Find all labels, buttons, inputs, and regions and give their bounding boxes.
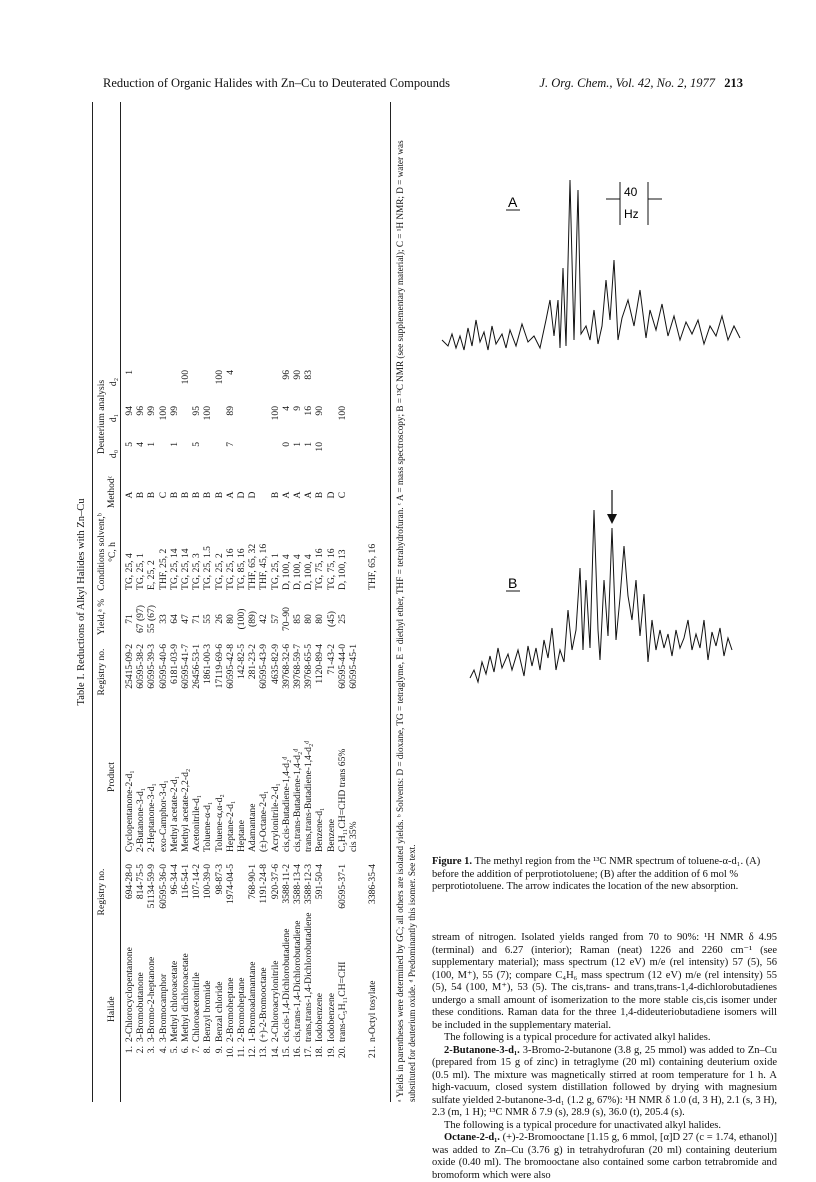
table-cell-d2: 4: [224, 370, 236, 375]
table-cell-product: Adamantane: [247, 803, 259, 852]
table-cell-reg2: 26456-53-1: [191, 644, 203, 689]
table-cell-d1: 100: [269, 406, 281, 421]
table-cell-n: 2.: [135, 1046, 147, 1054]
table-cell-halide: n-Octyl tosylate: [367, 980, 379, 1042]
paragraph-4: The following is a typical procedure for unactivated alkyl halides.: [444, 1119, 721, 1131]
table-cell-d0: 10: [314, 442, 326, 452]
table-cell-n: 20.: [336, 1046, 348, 1058]
table-cell-product: Toluene-α,α-d₂: [213, 794, 225, 852]
table-cell-d0: 1: [168, 442, 180, 447]
table-cell-yield: 80: [303, 614, 315, 624]
paragraph-3-lead: 2-Butanone-3-d₁.: [444, 1044, 520, 1056]
paragraph-3-text: 3-Bromo-2-butanone (3.8 g, 25 mmol) was added to Zn–Cu (prepared from 15 g of zinc) in tetraglyme (20 ml) containing deuterium oxide (0.5 ml). The mixture was magnetically stirred at room temperature for 1 h. A high-vacuum, closed system distillation followed by drying with magnesium sulfate yielded 2-butanone-3-d₁ (1.2 g, 67%): ¹H NMR δ 1.0 (d, 3 H), 2.1 (s, 3 H), 2.3 (m, 1 H); ¹³C NMR δ 7.9 (s), 28.9 (s), 36.0 (t), 205.4 (s).: [432, 1044, 777, 1118]
table-cell-reg2: 39768-65-5: [303, 644, 315, 689]
table-cell-cond: D, 100, 13: [336, 549, 348, 590]
table-cell-yield: 80: [224, 614, 236, 624]
table-cell-n: 9.: [213, 1046, 225, 1054]
table-cell-reg: 920-37-6: [269, 864, 281, 900]
table-cell-d2: 96: [280, 370, 292, 380]
table-cell-n: 7.: [191, 1046, 203, 1054]
table-cell-halide: 2-Bromoheptane: [224, 977, 236, 1042]
table-cell-product: 2-Butanone-3-d₁: [135, 787, 147, 852]
table-cell-yield: (89): [247, 611, 259, 627]
table-cell-yield: 71: [124, 614, 135, 624]
table-cell-halide: 2-Bromoheptane: [236, 977, 247, 1042]
table-cell-reg: 1191-24-8: [258, 864, 270, 904]
table-cell-yield: (45): [325, 611, 337, 627]
table-cell-reg: 116-54-1: [180, 864, 191, 899]
table-cell-method: A: [124, 491, 135, 499]
header-halide: Halide: [106, 996, 117, 1022]
table-cell-cond: D, 100, 4: [303, 554, 315, 590]
scale-unit: Hz: [624, 207, 639, 221]
table-cell-reg2: 60595-44-0: [336, 644, 348, 689]
table-cell-yield: 67 (97): [135, 605, 147, 633]
table-cell-d1: 4: [280, 406, 292, 411]
table-cell-d2: 90: [292, 370, 303, 380]
table-cell-yield: 85: [292, 614, 303, 624]
journal-citation: J. Org. Chem., Vol. 42, No. 2, 1977: [539, 76, 715, 90]
table-cell-reg: 694-28-0: [124, 864, 135, 900]
table-cell-halide: Benzyl bromide: [202, 980, 214, 1042]
rotated-table: [72, 102, 442, 1102]
table-cell-reg2: 6181-03-9: [168, 644, 180, 684]
table-cell-method: B: [269, 491, 281, 499]
table-cell-halide: trans,trans-1,4-Dichlorobutadiene: [303, 912, 315, 1042]
table-cell-n: 17.: [303, 1046, 315, 1058]
table-cell-product: Toluene-α-d₁: [202, 801, 214, 852]
page-number: 213: [724, 76, 743, 90]
table-cell-halide: 2-Chlorocyclopentanone: [124, 947, 135, 1042]
table-cell-product: Heptane: [236, 820, 247, 852]
table-cell-n: 11.: [236, 1046, 247, 1058]
header-deuterium-analysis: Deuterium analysis: [96, 379, 107, 455]
spectrum-a: [442, 180, 740, 350]
table-cell-halide: Chloroacetonitrile: [191, 972, 203, 1042]
table-cell-method: B: [213, 491, 225, 499]
table-cell-n: 18.: [314, 1046, 326, 1058]
table-cell-product: Heptane-2-d₁: [224, 800, 236, 852]
running-header: [103, 76, 743, 96]
table-cell-yield: 25: [336, 614, 348, 624]
table-cell-d1: 96: [135, 406, 147, 416]
table-cell-halide: 3-Bromocamphor: [157, 973, 169, 1042]
table-cell-method: C: [157, 491, 169, 499]
table-cell-halide: Methyl dichloroacetate: [180, 953, 191, 1042]
table-cell-halide: 3-Bromobutanone: [135, 972, 147, 1042]
paragraph-1: stream of nitrogen. Isolated yields ranged from 70 to 90%: ¹H NMR δ 4.95 (terminal) and 6.27 (interior); Raman (neat) 1226 and 2260 cm⁻¹ (see supplementary material); mass spectrum (12 eV) m/e (rel intensity) 57 (5), 56 (100, M⁺), 55 (7); compare C₄H₆ mass spectrum (12 eV) m/e (rel intensity) 55 (5), 54 (100, M⁺), 53 (5). The cis,trans- and trans,trans-1,4-dichlorobutadienes undergo a small amount of isomerization to the more stable cis,cis isomer under these conditions. Raman data for the three 1,4-dideuteriobutadiene isomers will be included in the supplementary material.: [432, 932, 777, 1031]
scale-value: 40: [624, 185, 638, 199]
table-cell-reg2: 1861-00-3: [202, 644, 214, 684]
table-cell-cond: THF, 65, 32: [247, 543, 259, 590]
table-cell-method: A: [292, 491, 303, 499]
table-cell-cond: TG, 25, 2: [213, 553, 225, 590]
table-cell-halide: cis,cis-1,4-Dichlorobutadiene: [280, 928, 292, 1042]
table-cell-cond: TG, 25, 4: [124, 553, 135, 590]
table-cell-reg: 768-90-1: [247, 864, 259, 900]
table-cell-product: exo-Camphor-3-d₁: [157, 780, 169, 852]
table-cell-method: D: [236, 491, 247, 499]
table-cell-method: B: [314, 491, 326, 499]
table-cell-method: B: [180, 491, 191, 499]
table-cell-d1: 95: [191, 406, 203, 416]
table-cell-halide: 2-Chloroacrylonitrile: [269, 960, 281, 1042]
table-cell-cond: D, 100, 4: [292, 554, 303, 590]
table-cell-d1: 100: [336, 406, 348, 421]
table-cell-halide: Iodobenzene: [314, 992, 326, 1042]
caption-text: The methyl region from the ¹³C NMR spectrum of toluene-α-d₁. (A) before the addition of perprotiotoluene; (B) after the addition of 6 mol % perprotiotoluene. The arrow indicates the location of the new absorption.: [432, 856, 761, 892]
table-cell-n: 19.: [325, 1046, 337, 1058]
paragraph-5-lead: Octane-2-d₁.: [444, 1132, 500, 1143]
table-cell-product: C₅H₁₁CH=CHD trans 65%: [336, 748, 348, 852]
table-cell-n: 12.: [247, 1046, 259, 1058]
table-cell-d2: 1: [124, 370, 135, 375]
table-cell-product: cis,cis-Butadiene-1,4-d₂ᵈ: [280, 756, 292, 852]
table-cell-yield: 42: [258, 614, 270, 624]
table-cell-reg: 3588-13-4: [292, 864, 303, 904]
table-cell-reg2: 1120-89-4: [314, 644, 326, 684]
table-cell-halide: 3-Bromo-2-heptanone: [146, 956, 158, 1042]
caption-lead: Figure 1.: [432, 856, 473, 867]
table-cell-reg2: 60595-45-1: [348, 644, 359, 689]
nmr-figure: [440, 150, 775, 850]
table-cell-reg2: 281-23-2: [247, 644, 259, 680]
table-cell-yield: 47: [180, 614, 191, 624]
table-cell-reg: 3588-11-2: [280, 864, 292, 904]
table-cell-d2: 100: [180, 370, 191, 385]
table-cell-reg: 51134-59-9: [146, 864, 158, 909]
table-cell-yield: (100): [236, 608, 247, 630]
table-cell-cond: TG, 25, 3: [191, 553, 203, 590]
paragraph-5-text: (+)-2-Bromooctane [1.15 g, 6 mmol, [α]D 27 (c = 1.74, ethanol)] was added to Zn–Cu (3.76 g) in tetrahydrofuran (20 ml) containing deuterium oxide (0.40 ml). The bromooctane also contained some carbon tetrabromide and bromoform which were also: [432, 1132, 777, 1181]
table-cell-n: 10.: [224, 1046, 236, 1058]
table-cell-d0: 0: [280, 442, 292, 447]
table-cell-method: B: [135, 491, 147, 499]
paragraph-3: [432, 1045, 777, 1120]
table-cell-reg2: 17119-69-6: [213, 644, 225, 689]
table-cell-d1: 94: [124, 406, 135, 416]
table-cell-reg: 98-87-3: [213, 864, 225, 895]
table-cell-method: B: [168, 491, 180, 499]
table-cell-product: Acetonitrile-d₁: [191, 794, 203, 852]
table-cell-reg: 107-14-2: [191, 864, 203, 900]
table-cell-cond: THF, 65, 16: [367, 543, 379, 590]
table-cell-method: D: [247, 491, 259, 499]
paragraph-5: [432, 1132, 777, 1182]
table-cell-reg2: 4635-82-9: [269, 644, 281, 684]
table-cell-reg2: 60595-40-6: [157, 644, 169, 689]
table-cell-cond: E, 25, 2: [146, 560, 158, 590]
table-cell-n: 8.: [202, 1046, 214, 1054]
table-cell-d0: 5: [124, 442, 135, 447]
table-cell-cond: TG, 25, 1: [269, 553, 281, 590]
table-cell-d2: 83: [303, 370, 315, 380]
table-cell-method: D: [325, 491, 337, 499]
header-registry-2: Registry no.: [96, 648, 107, 696]
figure-caption: [432, 856, 777, 894]
table-cell-yield: 64: [168, 614, 180, 624]
label-b: B: [508, 575, 518, 591]
table-title: Table I. Reductions of Alkyl Halides with Zn–Cu: [76, 498, 87, 706]
table-cell-yield: 55 (67): [146, 605, 158, 633]
paragraph-2: The following is a typical procedure for activated alkyl halides.: [444, 1032, 711, 1043]
body-text: [432, 932, 777, 1182]
table-cell-cond: D, 100, 4: [280, 554, 292, 590]
table-cell-product: 2-Heptanone-3-d₁: [146, 783, 158, 852]
table-cell-reg2: 60595-38-2: [135, 644, 147, 689]
table-cell-d1: 100: [202, 406, 214, 421]
table-top-rule: [92, 102, 93, 1102]
header-d0: d₀: [108, 449, 119, 459]
table-cell-reg: 591-50-4: [314, 864, 326, 900]
table-cell-reg2: 39768-59-7: [292, 644, 303, 689]
table-cell-n: 5.: [168, 1046, 180, 1054]
table-cell-yield: 80: [314, 614, 326, 624]
table-footnote: ᵃ Yields in parentheses were determined by GC; all others are isolated yields. ᵇ Solvents: D = dioxane, TG = tetraglyme, E = diethyl ether, THF = tetrahydrofuran. ᶜ A = mass spectroscopy; B = ¹³C NMR (see supplementary material); C = ¹H NMR; D = water was substituted for deuterium oxide. ᵈ Predominantly this isomer. See text.: [395, 140, 417, 1102]
table-cell-d0: 5: [191, 442, 203, 447]
table-cell-n: 1.: [124, 1046, 135, 1054]
table-cell-cond: TG, 85, 16: [236, 548, 247, 590]
table-cell-yield: 71: [191, 614, 203, 624]
header-registry: Registry no.: [96, 868, 107, 916]
table-cell-method: B: [146, 491, 158, 499]
table-cell-product: Benzene-d₁: [314, 807, 326, 852]
table-cell-halide: 1-Bromoadamantane: [247, 961, 259, 1042]
table-cell-d0: 1: [146, 442, 158, 447]
table-cell-product: Methyl acetate-2,2-d₂: [180, 768, 191, 852]
table-cell-d1: 99: [168, 406, 180, 416]
table-cell-reg2: 25415-09-2: [124, 644, 135, 689]
table-bottom-rule: [390, 102, 391, 1102]
table-cell-d0: 4: [135, 442, 147, 447]
table-cell-n: 13.: [258, 1046, 270, 1058]
table-cell-cond: TG, 25, 16: [224, 548, 236, 590]
table-cell-method: B: [202, 491, 214, 499]
table-cell-halide: trans-C₅H₁₁CH=CHI: [336, 961, 348, 1042]
table-cell-d0: 1: [303, 442, 315, 447]
table-cell-d1: 89: [224, 406, 236, 416]
table-cell-product: cis 35%: [348, 821, 359, 852]
table-cell-product: trans,trans-Butadiene-1,4-d₂ᵈ: [303, 740, 315, 852]
header-method: Methodᶜ: [106, 475, 117, 509]
table-cell-halide: cis,trans-1,4-Dichlorobutadiene: [292, 920, 303, 1042]
table-cell-halide: Iodobenzene: [325, 992, 337, 1042]
table-cell-n: 16.: [292, 1046, 303, 1058]
table-cell-product: Cyclopentanone-2-d₁: [124, 770, 135, 852]
table-cell-d1: 9: [292, 406, 303, 411]
table-cell-halide: Benzal chloride: [213, 981, 225, 1042]
table-cell-cond: THF, 45, 16: [258, 543, 270, 590]
table-cell-d1: 99: [146, 406, 158, 416]
table-cell-n: 3.: [146, 1046, 158, 1054]
header-d2: d₂: [108, 377, 119, 387]
table-cell-cond: TG, 25, 14: [180, 548, 191, 590]
running-title: Reduction of Organic Halides with Zn–Cu to Deuterated Compounds: [103, 76, 450, 90]
table-cell-product: cis,trans-Butadiene-1,4-d₂ᵈ: [292, 748, 303, 852]
table-cell-d1: 100: [157, 406, 169, 421]
label-a: A: [508, 194, 518, 210]
table-cell-reg2: 60595-42-8: [224, 644, 236, 689]
table-cell-n: 21.: [367, 1046, 379, 1058]
table-cell-reg: 814-75-5: [135, 864, 147, 900]
table-cell-n: 6.: [180, 1046, 191, 1054]
table-cell-reg: 1974-04-5: [224, 864, 236, 904]
spectrum-b: [470, 510, 732, 682]
table-cell-n: 4.: [157, 1046, 169, 1054]
table-cell-cond: TG, 25, 1: [135, 553, 147, 590]
table-cell-d2: 100: [213, 370, 225, 385]
header-yield: Yield,ᵃ %: [96, 598, 107, 636]
table-cell-reg: 100-39-0: [202, 864, 214, 900]
table-cell-product: (±)-Octane-2-d₁: [258, 790, 270, 852]
table-cell-yield: 57: [269, 614, 281, 624]
header-d1: d₁: [108, 413, 119, 423]
header-conditions: Conditions solvent,ᵇ °C, h: [96, 513, 118, 591]
table-cell-reg: 3588-12-3: [303, 864, 315, 904]
table-cell-cond: TG, 25, 14: [168, 548, 180, 590]
table-cell-d1: 16: [303, 406, 315, 416]
table-cell-reg2: 60595-43-9: [258, 644, 270, 689]
table-cell-d1: 90: [314, 406, 326, 416]
table-cell-cond: TG, 75, 16: [325, 548, 337, 590]
table-cell-yield: 26: [213, 614, 225, 624]
table-cell-product: Benzene: [325, 818, 337, 852]
table-cell-halide: Methyl chloroacetate: [168, 960, 180, 1042]
table-cell-reg: 96-34-4: [168, 864, 180, 895]
table-cell-product: Acrylonitrile-2-d₁: [269, 783, 281, 852]
table-cell-reg: 3386-35-4: [367, 864, 379, 904]
table-cell-reg2: 39768-32-6: [280, 644, 292, 689]
table-cell-method: C: [336, 491, 348, 499]
table-cell-yield: 55: [202, 614, 214, 624]
table-cell-method: A: [280, 491, 292, 499]
table-cell-reg2: 60595-41-7: [180, 644, 191, 689]
table-cell-cond: TG, 25, 1.5: [202, 546, 214, 590]
table-header-rule: [120, 102, 121, 1102]
table-cell-reg: 60595-37-1: [336, 864, 348, 909]
table-cell-method: A: [303, 491, 315, 499]
table-cell-halide: (+)-2-Bromooctane: [258, 967, 270, 1042]
table-cell-reg2: 142-82-5: [236, 644, 247, 680]
table-cell-reg2: 60595-39-3: [146, 644, 158, 689]
table-cell-n: 15.: [280, 1046, 292, 1058]
table-cell-d0: 7: [224, 442, 236, 447]
table-cell-yield: 33: [157, 614, 169, 624]
table-cell-d0: 1: [292, 442, 303, 447]
table-cell-yield: 70–90: [280, 607, 292, 631]
table-cell-method: A: [224, 491, 236, 499]
table-cell-n: 14.: [269, 1046, 281, 1058]
table-cell-method: B: [191, 491, 203, 499]
table-cell-cond: THF, 25, 2: [157, 548, 169, 590]
table-cell-product: Methyl acetate-2-d₁: [168, 775, 180, 852]
table-cell-reg2: 71-43-2: [325, 644, 337, 675]
header-product: Product: [106, 762, 117, 792]
table-cell-reg: 60595-36-0: [157, 864, 169, 909]
table-cell-cond: TG, 75, 16: [314, 548, 326, 590]
